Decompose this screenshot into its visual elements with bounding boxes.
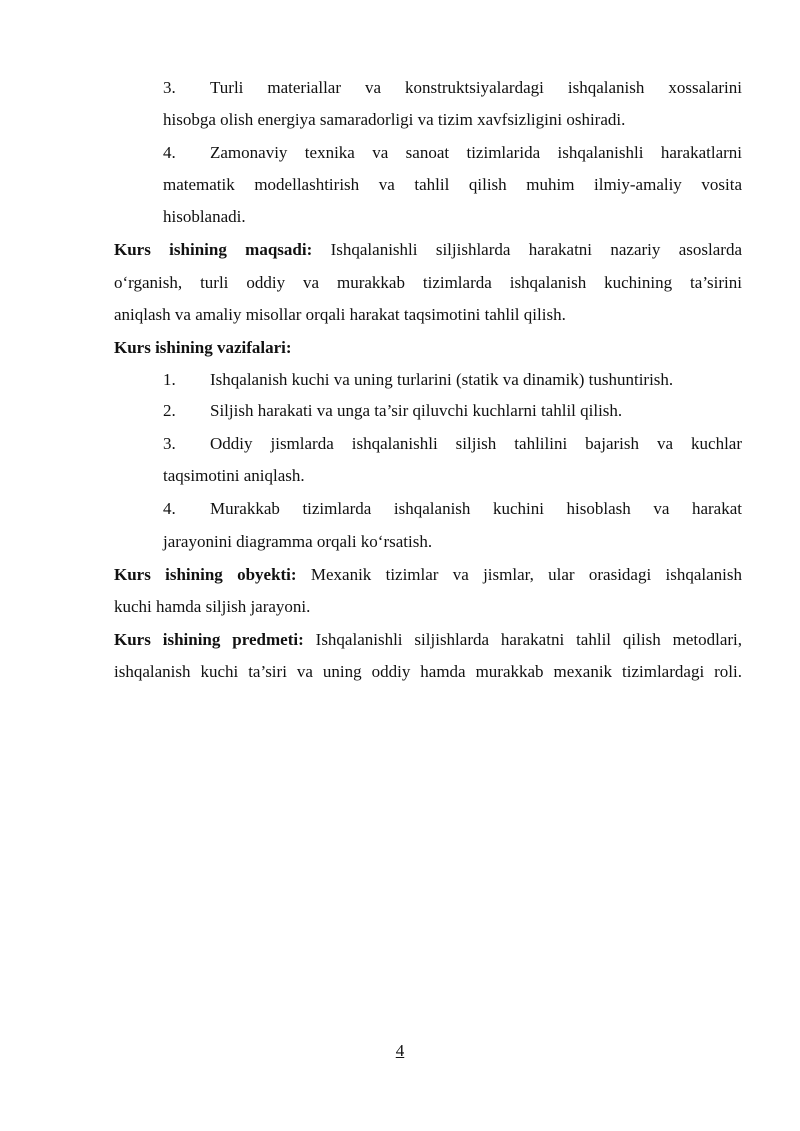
list-text: Siljish harakati va unga ta’sir qiluvchi kuchlarni tahlil qilish. xyxy=(210,401,623,420)
list-text: Turli materiallar va konstruktsiyalardagi ishqalanish xossalarini xyxy=(210,78,742,97)
page-number-text: 4 xyxy=(395,1041,405,1060)
list-text: Oddiy jismlarda ishqalanishli siljish tahlilini bajarish va kuchlar xyxy=(210,434,742,453)
object-text: kuchi hamda siljish jarayoni. xyxy=(114,597,311,616)
list-number: 4. xyxy=(163,499,176,518)
subject-text: Ishqalanishli siljishlarda harakatni tahlil qilish metodlari, xyxy=(303,630,743,649)
list-text: hisoblanadi. xyxy=(163,207,246,226)
goal-text: o‘rganish, turli oddiy va murakkab tizimlarda ishqalanish kuchining ta’sirini xyxy=(114,273,742,292)
tasks-heading: Kurs ishining vazifalari: xyxy=(114,338,292,357)
list-number: 3. xyxy=(163,78,176,97)
goal-line xyxy=(114,238,742,262)
subject-label: Kurs ishining predmeti: xyxy=(114,630,304,649)
page-number xyxy=(0,1041,800,1061)
list-text: jarayonini diagramma orqali ko‘rsatish. xyxy=(163,532,433,551)
goal-text: Ishqalanishli siljishlarda harakatni nazariy asoslarda xyxy=(312,240,742,259)
list-text: Ishqalanish kuchi va uning turlarini (statik va dinamik) tushuntirish. xyxy=(210,370,674,389)
object-text: Mexanik tizimlar va jismlar, ular orasidagi ishqalanish xyxy=(296,565,742,584)
list-text: taqsimotini aniqlash. xyxy=(163,466,305,485)
subject-text: ishqalanish kuchi ta’siri va uning oddiy hamda murakkab mexanik tizimlardagi roli. xyxy=(114,662,742,681)
object-line xyxy=(114,563,742,587)
object-label: Kurs ishining obyekti: xyxy=(114,565,297,584)
list-number: 2. xyxy=(163,401,176,420)
list-text: hisobga olish energiya samaradorligi va tizim xavfsizligini oshiradi. xyxy=(163,110,626,129)
list-text: Murakkab tizimlarda ishqalanish kuchini hisoblash va harakat xyxy=(210,499,742,518)
list-text: Zamonaviy texnika va sanoat tizimlarida ishqalanishli harakatlarni xyxy=(210,143,742,162)
goal-label: Kurs ishining maqsadi: xyxy=(114,240,313,259)
list-number: 1. xyxy=(163,370,176,389)
list-number: 4. xyxy=(163,143,176,162)
subject-line xyxy=(114,628,742,652)
list-text: matematik modellashtirish va tahlil qilish muhim ilmiy-amaliy vosita xyxy=(163,175,742,194)
list-number: 3. xyxy=(163,434,176,453)
goal-text: aniqlash va amaliy misollar orqali harakat taqsimotini tahlil qilish. xyxy=(114,305,566,324)
